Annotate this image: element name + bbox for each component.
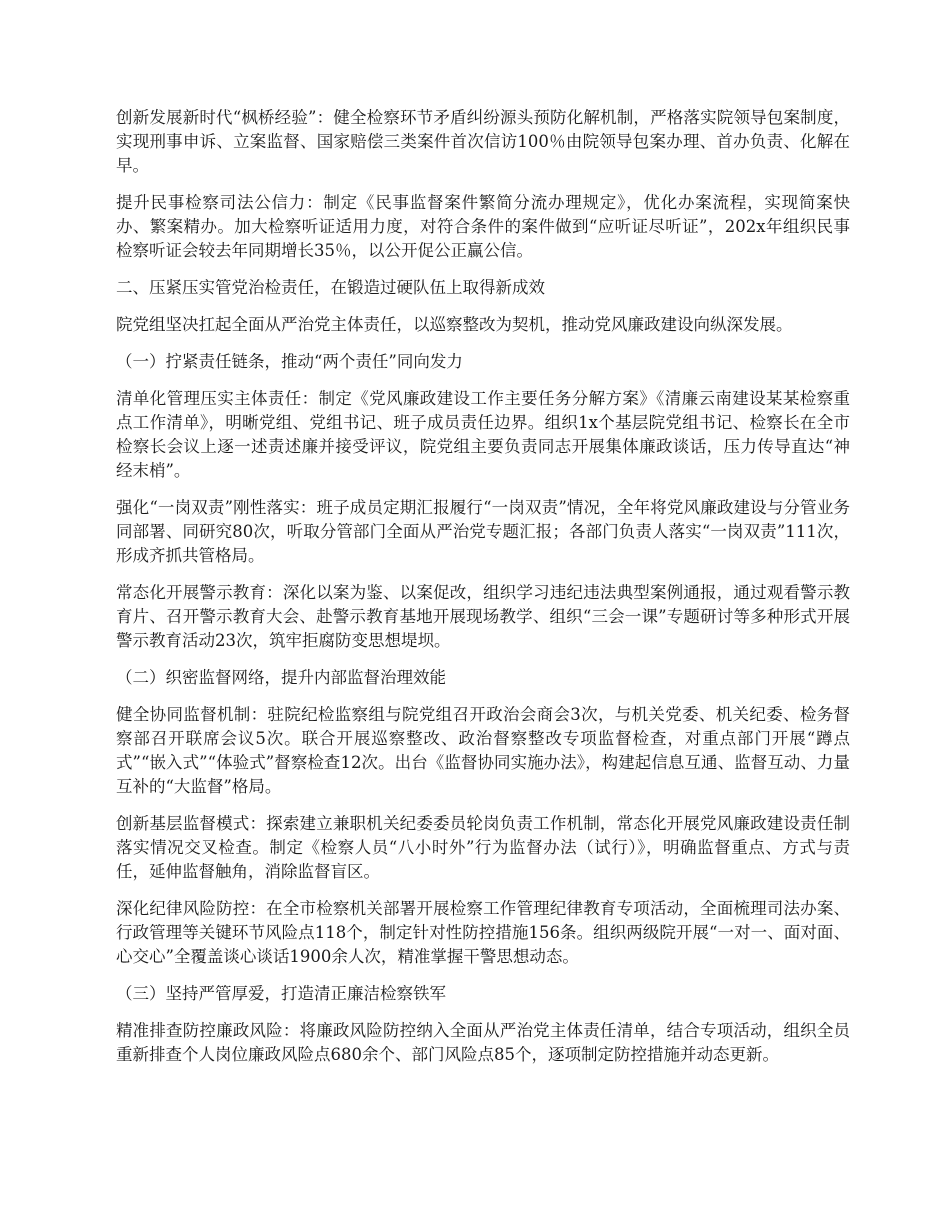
paragraph: 创新基层监督模式：探索建立兼职机关纪委委员轮岗负责工作机制，常态化开展党风廉政建设责任制落实情况交叉检查。制定《检察人员“八小时外”行为监督办法（试行）》，明确监督重点、方式与责任，延伸监督触角，消除监督盲区。 [116, 814, 850, 881]
subsection-heading: （一）拧紧责任链条，推动“两个责任”同向发力 [116, 352, 463, 371]
paragraph: 清单化管理压实主体责任：制定《党风廉政建设工作主要任务分解方案》《清廉云南建设某某检察重点工作清单》，明晰党组、党组书记、班子成员责任边界。组织1x个基层院党组书记、检察长在全市检察长会议上逐一述责述廉并接受评议，院党组主要负责同志开展集体廉政谈话，压力传导直达“神经末梢”。 [116, 389, 850, 480]
document-body [116, 106, 850, 1080]
paragraph: 常态化开展警示教育：深化以案为鉴、以案促改，组织学习违纪违法典型案例通报，通过观看警示教育片、召开警示教育大会、赴警示教育基地开展现场教学、组织“三会一课”专题研讨等多种形式开展警示教育活动23次，筑牢拒腐防变思想堤坝。 [116, 583, 850, 650]
section-heading: 二、压紧压实管党治检责任，在锻造过硬队伍上取得新成效 [116, 278, 545, 297]
paragraph: 院党组坚决扛起全面从严治党主体责任，以巡察整改为契机，推动党风廉政建设向纵深发展。 [116, 315, 793, 334]
paragraph: 创新发展新时代“枫桥经验”：健全检察环节矛盾纠纷源头预防化解机制，严格落实院领导包案制度，实现刑事申诉、立案监督、国家赔偿三类案件首次信访100％由院领导包案办理、首办负责、化解在早。 [116, 108, 850, 175]
subsection-heading: （二）织密监督网络，提升内部监督治理效能 [116, 668, 446, 687]
paragraph: 健全协同监督机制：驻院纪检监察组与院党组召开政治会商会3次，与机关党委、机关纪委、检务督察部召开联席会议5次。联合开展巡察整改、政治督察整改专项监督检查，对重点部门开展“蹲点式”“嵌入式”“体验式”督察检查12次。出台《监督协同实施办法》，构建起信息互通、监督互动、力量互补的“大监督”格局。 [116, 705, 850, 796]
subsection-heading: （三）坚持严管厚爱，打造清正廉洁检察铁军 [116, 984, 446, 1003]
paragraph: 精准排查防控廉政风险：将廉政风险防控纳入全面从严治党主体责任清单，结合专项活动，组织全员重新排查个人岗位廉政风险点680余个、部门风险点85个，逐项制定防控措施并动态更新。 [116, 1021, 850, 1064]
paragraph: 强化“一岗双责”刚性落实：班子成员定期汇报履行“一岗双责”情况，全年将党风廉政建设与分管业务同部署、同研究80次，听取分管部门全面从严治党专题汇报；各部门负责人落实“一岗双责”111次，形成齐抓共管格局。 [116, 498, 850, 565]
paragraph: 深化纪律风险防控：在全市检察机关部署开展检察工作管理纪律教育专项活动，全面梳理司法办案、行政管理等关键环节风险点118个，制定针对性防控措施156条。组织两级院开展“一对一、面对面、心交心”全覆盖谈心谈话1900余人次，精准掌握干警思想动态。 [116, 899, 850, 966]
paragraph: 提升民事检察司法公信力：制定《民事监督案件繁简分流办理规定》，优化办案流程，实现简案快办、繁案精办。加大检察听证适用力度，对符合条件的案件做到“应听证尽听证”，202x年组织民事检察听证会较去年同期增长35％，以公开促公正赢公信。 [116, 193, 850, 260]
